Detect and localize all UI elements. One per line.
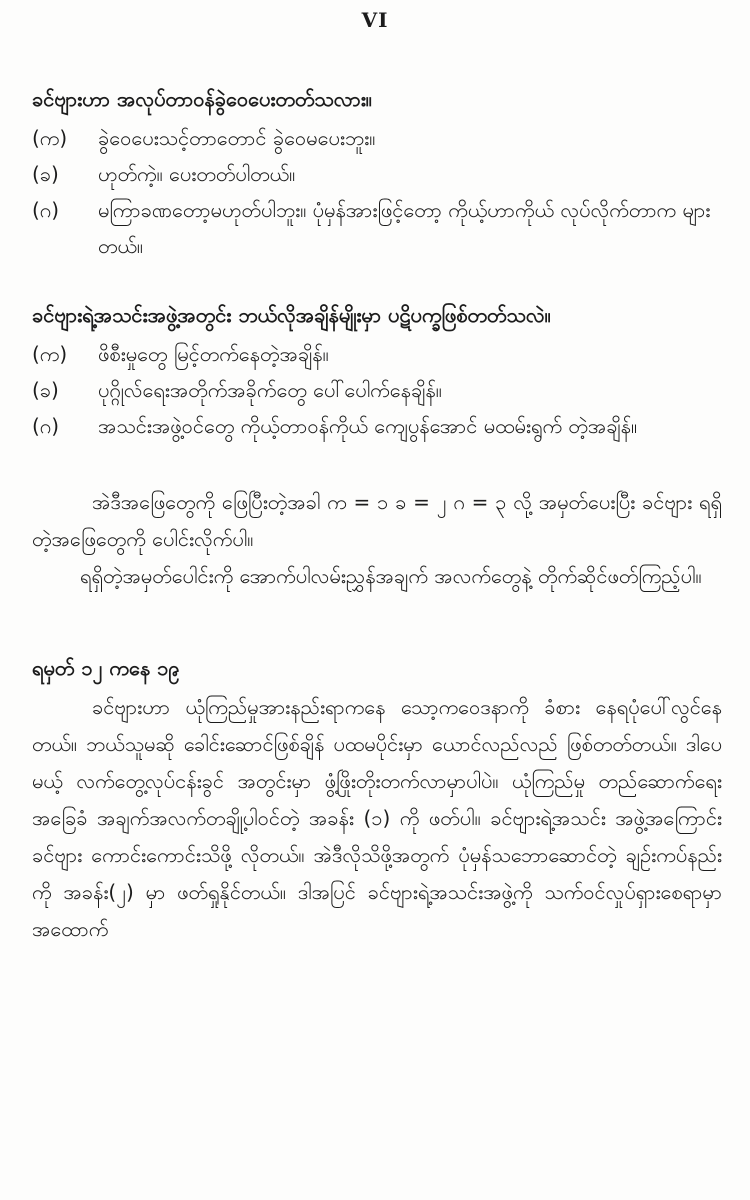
page-number: VI xyxy=(361,8,389,32)
question-1-option-c xyxy=(32,192,722,264)
option-label: (က) xyxy=(32,342,68,366)
option-text: ခွဲဝေပေးသင့်တာတောင် ခွဲဝေမပေးဘူး။ xyxy=(98,126,376,150)
option-text: ဟုတ်ကဲ့။ ပေးတတ်ပါတယ်။ xyxy=(98,162,296,186)
question-2-option-b xyxy=(32,372,722,408)
option-label: (ဂ) xyxy=(32,414,60,438)
question-2-option-c xyxy=(32,408,722,444)
guideline-instruction-paragraph: ရရှိတဲ့အမှတ်ပေါင်းကို အောက်ပါလမ်းညွှန်အချက် အလက်တွေနဲ့ တိုက်ဆိုင်ဖတ်ကြည့်ပါ။ xyxy=(80,564,702,588)
option-label: (ခ) xyxy=(32,162,59,186)
option-text: ပုဂ္ဂိုလ်ရေးအတိုက်အခိုက်တွေ ပေါ်ပေါက်နေချိန်။ xyxy=(98,378,442,402)
option-label: (ဂ) xyxy=(32,198,60,222)
page-content xyxy=(32,82,722,948)
question-2-heading: ခင်ဗျားရဲ့အသင်းအဖွဲ့အတွင်း ဘယ်လိုအချိန်မျိုးမှာ ပဋိပက္ခဖြစ်တတ်သလဲ။ xyxy=(32,303,551,327)
option-text: ဖိစီးမှုတွေ မြင့်တက်နေတဲ့အချိန်။ xyxy=(98,342,329,366)
score-range-paragraph: ခင်ဗျားဟာ ယုံကြည်မှုအားနည်းရာကနေ သော့ကဝေဒနာကို ခံစား နေရပုံပေါ်လွင်နေတယ်။ ဘယ်သူမဆို ခေါင်းဆောင်ဖြစ်ချိန် ပထမပိုင်းမှာ ယောင်လည်လည် ဖြစ်တတ်တယ်။ ဒါပေမယ့် လက်တွေ့လုပ်ငန်းခွင် အတွင်းမှာ ဖွံ့ဖြိုးတိုးတက်လာမှာပါပဲ။ ယုံကြည်မှု တည်ဆောက်ရေးအခြေခံ အချက်အလက်တချို့ပါဝင်တဲ့ အခန်း (၁) ကို ဖတ်ပါ။ ခင်ဗျားရဲ့အသင်း အဖွဲ့အကြောင်း ခင်ဗျား ကောင်းကောင်းသိဖို့ လိုတယ်။ အဲဒီလိုသိဖို့အတွက် ပုံမှန်သဘောဆောင်တဲ့ ချဉ်းကပ်နည်းကို အခန်း(၂) မှာ ဖတ်ရှုနိုင်တယ်။ ဒါအပြင် ခင်ဗျားရဲ့အသင်းအဖွဲ့ကို သက်ဝင်လှုပ်ရှားစေရာမှာ အထောက် xyxy=(32,695,722,941)
question-2-option-a xyxy=(32,336,722,372)
option-text: မကြာခဏတော့မဟုတ်ပါဘူး။ ပုံမှန်အားဖြင့်တော့ ကိုယ့်ဟာကိုယ် လုပ်လိုက်တာက များတယ်။ xyxy=(98,198,711,258)
question-1-heading: ခင်ဗျားဟာ အလုပ်တာဝန်ခွဲဝေပေးတတ်သလား။ xyxy=(32,87,372,111)
option-label: (ခ) xyxy=(32,378,59,402)
question-1-option-b xyxy=(32,156,722,192)
option-text: အသင်းအဖွဲ့ဝင်တွေ ကိုယ့်တာဝန်ကိုယ် ကျေပွန်အောင် မထမ်းရွက် တဲ့အချိန်။ xyxy=(98,414,638,438)
option-label: (က) xyxy=(32,126,68,150)
scoring-instruction-paragraph: အဲဒီအဖြေတွေကို ဖြေပြီးတဲ့အခါ က = ၁ ခ = ၂ ဂ = ၃ လို့ အမှတ်ပေးပြီး ခင်ဗျား ရရှိတဲ့အဖြေတွေကို ပေါင်းလိုက်ပါ။ xyxy=(32,490,722,551)
score-range-heading: ရမှတ် ၁၂ ကနေ ၁၉ xyxy=(32,656,180,680)
question-1-option-a xyxy=(32,120,722,156)
